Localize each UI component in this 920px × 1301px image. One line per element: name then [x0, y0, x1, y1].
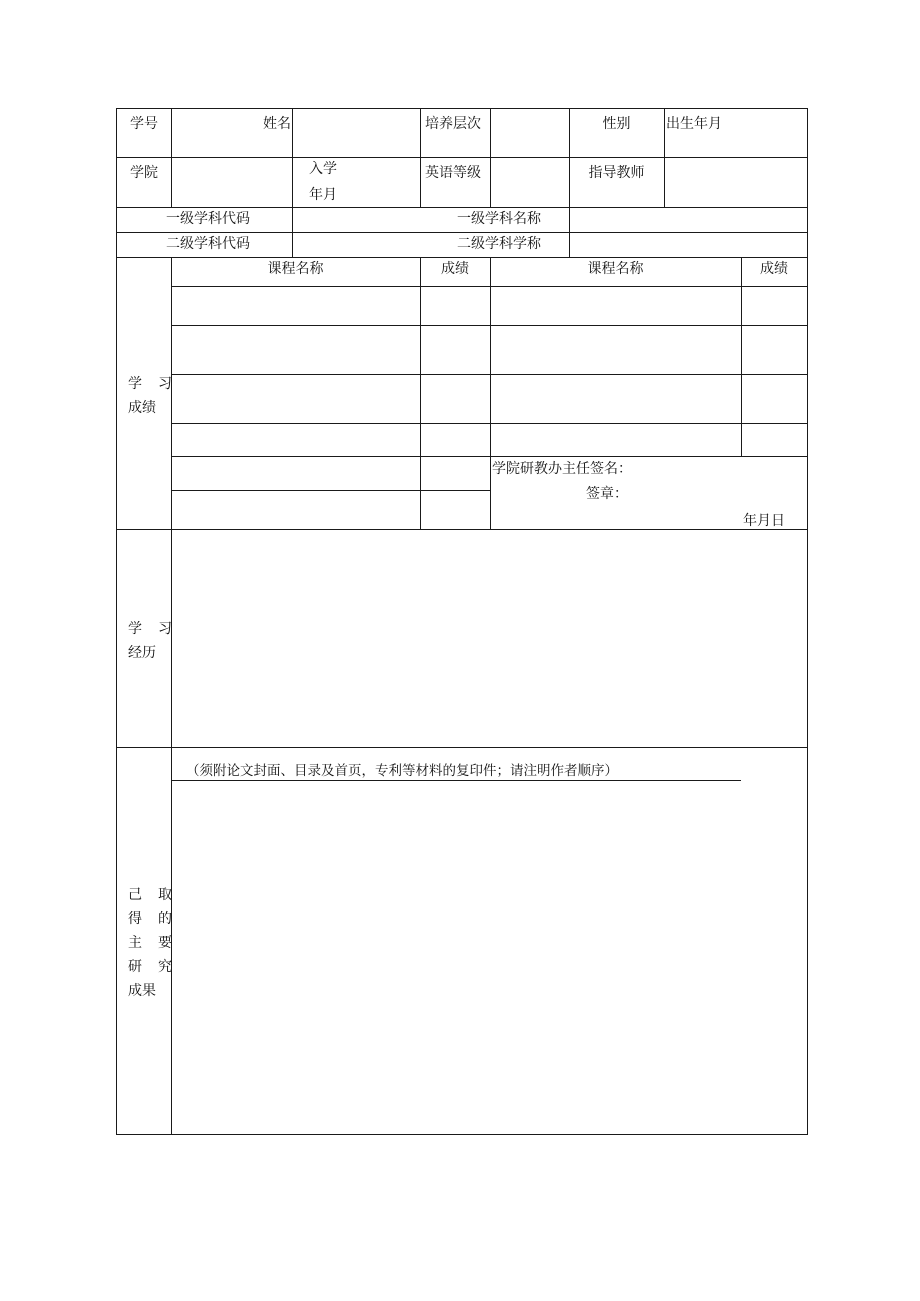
course-name-header-left: 课程名称 [267, 261, 324, 277]
advisor-label: 指导教师 [588, 165, 645, 181]
form-border-right [807, 108, 808, 1135]
director-signature-label: 学院研教办主任签名： [492, 461, 632, 477]
grade-row-divider [171, 490, 490, 491]
college-label: 学院 [130, 165, 158, 181]
note-underline [172, 780, 741, 781]
section-divider [116, 747, 808, 748]
first-discipline-name-label: 一级学科名称 [457, 211, 541, 227]
first-discipline-code-label: 一级学科代码 [166, 211, 250, 227]
col-divider [420, 108, 421, 207]
student-id-label: 学号 [130, 116, 158, 132]
enroll-label-line1: 入学 [309, 161, 337, 177]
section-divider [116, 529, 808, 530]
row-divider [116, 232, 808, 233]
grade-col-divider [490, 257, 491, 530]
enroll-label-line2: 年月 [309, 187, 337, 203]
gender-label: 性别 [602, 116, 631, 132]
col-divider [490, 108, 491, 207]
english-level-label: 英语等级 [425, 165, 481, 181]
achievements-section-label: 己 取 得 的 主 要 研 究 成果 [128, 887, 172, 999]
history-section-label: 学 习 经历 [128, 621, 172, 661]
date-label: 年月日 [743, 513, 785, 529]
grade-col-divider [420, 257, 421, 530]
name-label: 姓名 [263, 116, 291, 132]
course-name-header-right: 课程名称 [587, 261, 644, 277]
second-discipline-name-label: 二级学科学称 [457, 236, 541, 252]
form-border-left [116, 108, 117, 1135]
row-divider [116, 157, 808, 158]
row-divider [116, 257, 808, 258]
grade-col-divider [741, 257, 742, 456]
achievements-note: （须附论文封面、目录及首页，专利等材料的复印件；请注明作者顺序） [186, 763, 618, 779]
form-border-bottom [116, 1134, 808, 1135]
training-level-label: 培养层次 [425, 116, 481, 132]
seal-label: 签章： [586, 486, 628, 502]
score-header-left: 成绩 [441, 261, 469, 277]
birth-label: 出生年月 [666, 116, 722, 132]
second-discipline-code-label: 二级学科代码 [166, 236, 250, 252]
form-border-top [116, 108, 808, 109]
grades-section-label: 学 习 成绩 [128, 376, 172, 416]
col-divider [292, 108, 293, 257]
score-header-right: 成绩 [760, 261, 788, 277]
row-divider [116, 207, 808, 208]
col-divider [664, 108, 665, 207]
